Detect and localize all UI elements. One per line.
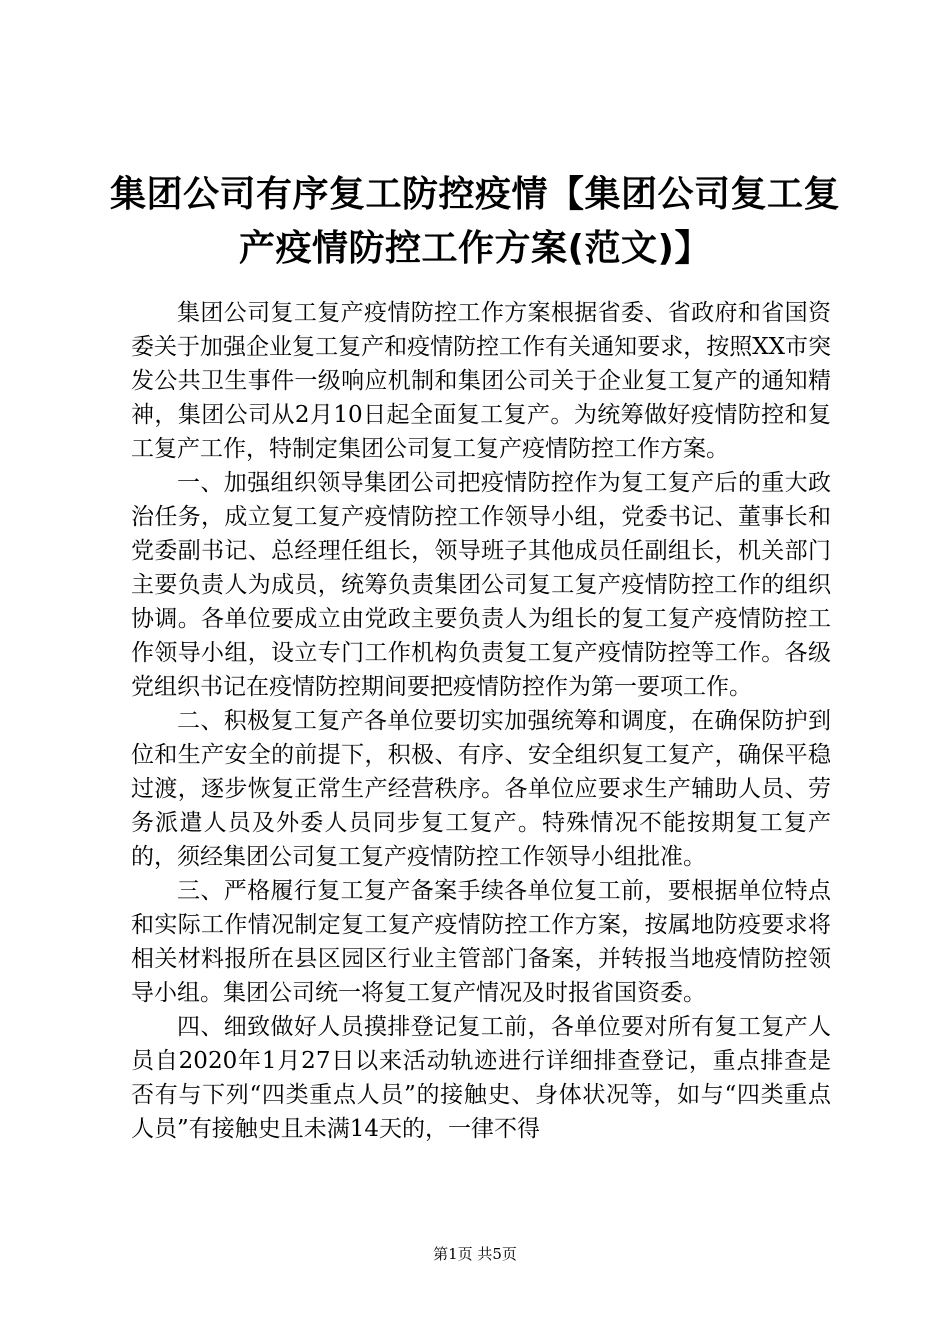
paragraph-section-3: 三、严格履行复工复产备案手续各单位复工前，要根据单位特点和实际工作情况制定复工复产疫情防控工作方案，按属地防疫要求将相关材料报所在县区园区行业主管部门备案，并转报当地疫情防控领导小组。集团公司统一将复工复产情况及时报省国资委。	[131, 878, 831, 1006]
document-body	[131, 296, 831, 1146]
paragraph-section-4: 四、细致做好人员摸排登记复工前，各单位要对所有复工复产人员自2020年1月27日以来活动轨迹进行详细排查登记，重点排查是否有与下列“四类重点人员”的接触史、身体状况等，如与“四类重点人员”有接触史且未满14天的，一律不得	[131, 1014, 831, 1142]
paragraph-section-1: 一、加强组织领导集团公司把疫情防控作为复工复产后的重大政治任务，成立复工复产疫情防控工作领导小组，党委书记、董事长和党委副书记、总经理任组长，领导班子其他成员任副组长，机关部门主要负责人为成员，统筹负责集团公司复工复产疫情防控工作的组织协调。各单位要成立由党政主要负责人为组长的复工复产疫情防控工作领导小组，设立专门工作机构负责复工复产疫情防控等工作。各级党组织书记在疫情防控期间要把疫情防控作为第一要项工作。	[131, 470, 831, 700]
document-title: 集团公司有序复工防控疫情【集团公司复工复产疫情防控工作方案(范文)】	[110, 174, 841, 269]
paragraph-intro: 集团公司复工复产疫情防控工作方案根据省委、省政府和省国资委关于加强企业复工复产和疫情防控工作有关通知要求，按照XX市突发公共卫生事件一级响应机制和集团公司关于企业复工复产的通知精神，集团公司从2月10日起全面复工复产。为统筹做好疫情防控和复工复产工作，特制定集团公司复工复产疫情防控工作方案。	[131, 300, 831, 462]
page-number-footer: 第1页 共5页	[433, 1245, 517, 1263]
paragraph-section-2: 二、积极复工复产各单位要切实加强统筹和调度，在确保防护到位和生产安全的前提下，积极、有序、安全组织复工复产，确保平稳过渡，逐步恢复正常生产经营秩序。各单位应要求生产辅助人员、劳务派遣人员及外委人员同步复工复产。特殊情况不能按期复工复产的，须经集团公司复工复产疫情防控工作领导小组批准。	[131, 708, 831, 870]
